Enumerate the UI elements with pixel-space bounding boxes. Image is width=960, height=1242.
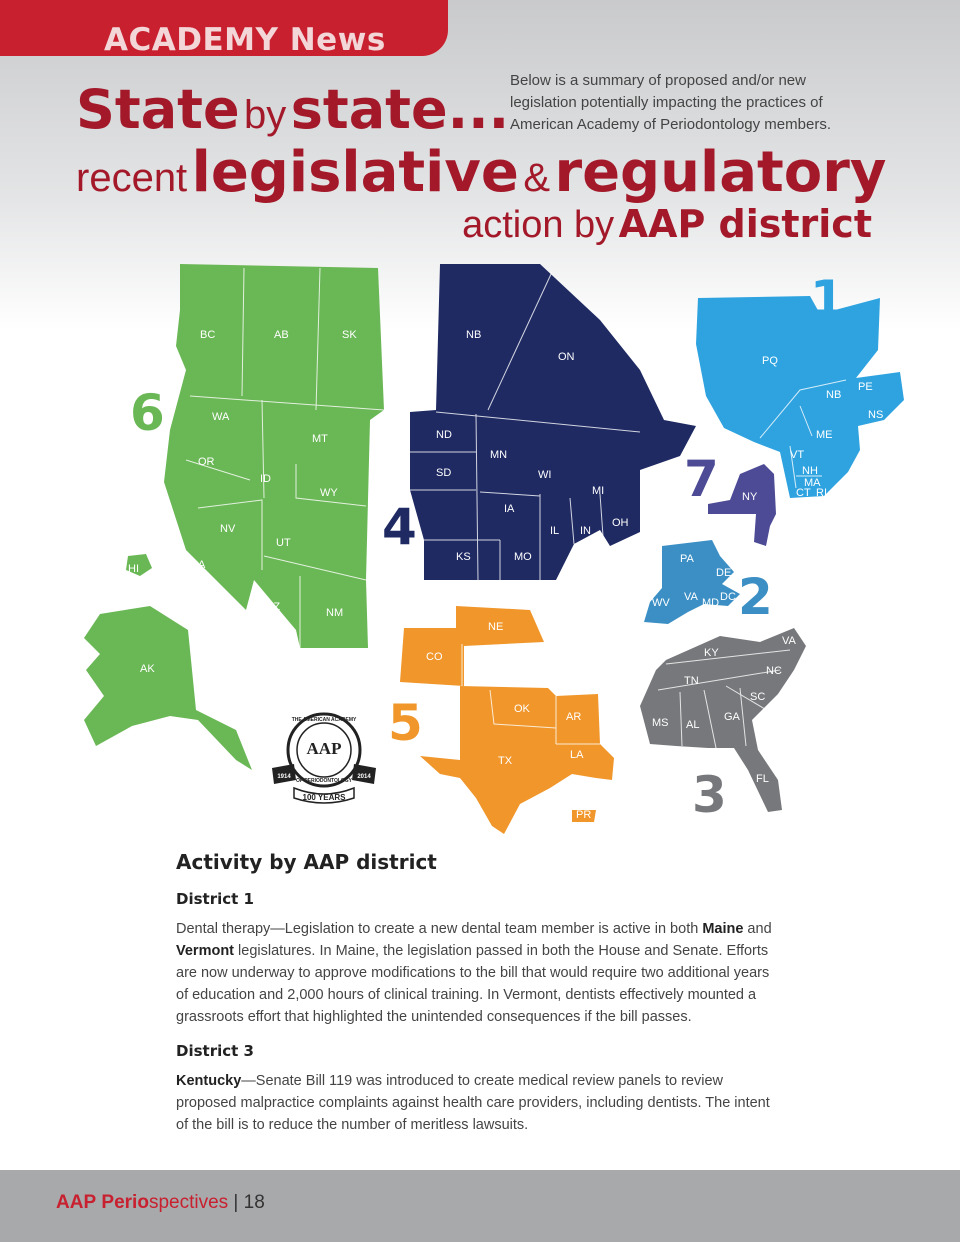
district-6-number: 6 xyxy=(130,384,165,442)
d3-bold-kentucky: Kentucky xyxy=(176,1073,242,1089)
seal-monogram: AAP xyxy=(306,739,342,758)
label-ks: KS xyxy=(456,551,471,563)
title-action-by: action by xyxy=(462,204,615,246)
label-ga: GA xyxy=(724,711,740,723)
page-footer xyxy=(0,1170,960,1242)
district-4-number: 4 xyxy=(382,498,417,556)
title-aap-district: AAP district xyxy=(618,202,872,246)
d3-text-1: —Senate Bill 119 was introduced to create medical review panels to review proposed malpractice complaints against health care providers, including dentists. The intent of the bill is to reduce the number of meritless lawsuits. xyxy=(176,1073,770,1133)
label-md: MD xyxy=(702,597,720,609)
article-content xyxy=(176,850,776,1150)
district-3-region xyxy=(640,628,806,824)
district-3-number: 3 xyxy=(692,766,727,824)
label-ak: AK xyxy=(140,663,155,675)
label-ny: NY xyxy=(742,491,758,503)
label-nb-canada: NB xyxy=(466,329,482,341)
label-il: IL xyxy=(550,525,560,537)
district-5-number: 5 xyxy=(388,694,423,752)
label-la: LA xyxy=(570,749,584,761)
title-legislative: legislative xyxy=(191,140,519,205)
footer-masthead xyxy=(56,1192,265,1214)
label-tx: TX xyxy=(498,755,513,767)
section-tab xyxy=(0,0,448,56)
district-5-shape xyxy=(400,606,614,834)
label-wv: WV xyxy=(652,597,670,609)
district-3-paragraph xyxy=(176,1070,776,1136)
label-pr: PR xyxy=(576,809,592,821)
district-map xyxy=(0,250,960,850)
label-ab: AB xyxy=(274,329,289,341)
label-ns: NS xyxy=(868,409,884,421)
district-2-region xyxy=(644,540,773,626)
label-on: ON xyxy=(558,351,575,363)
d1-text-2: and xyxy=(743,921,772,937)
seal-banner: 100 YEARS xyxy=(302,793,346,802)
label-pa: PA xyxy=(680,553,694,565)
title-line-2 xyxy=(76,140,886,205)
label-ri: RI xyxy=(816,487,827,499)
label-dc: DC xyxy=(720,591,736,603)
activity-heading: Activity by AAP district xyxy=(176,850,437,874)
label-ca: CA xyxy=(190,559,206,571)
label-nm: NM xyxy=(326,607,344,619)
label-ky: KY xyxy=(704,647,719,659)
district-7-region xyxy=(684,450,783,546)
district-1-region xyxy=(696,270,904,499)
label-mo: MO xyxy=(514,551,532,563)
footer-perio: Perio xyxy=(101,1192,149,1213)
district-7-number: 7 xyxy=(684,450,719,508)
label-nb: NB xyxy=(826,389,842,401)
label-id: ID xyxy=(260,473,271,485)
summary-text: Below is a summary of proposed and/or new legislation potentially impacting the practices of American Academy of Periodontology members. xyxy=(510,72,831,133)
title-line-3 xyxy=(462,202,872,247)
label-co: CO xyxy=(426,651,443,663)
label-mt: MT xyxy=(312,433,328,445)
title-state-1: State xyxy=(76,78,240,141)
district-2-number: 2 xyxy=(738,568,773,626)
page-number: | 18 xyxy=(228,1192,265,1213)
district-1-shape xyxy=(696,296,904,498)
label-nc: NC xyxy=(766,665,782,677)
title-line-1 xyxy=(76,78,509,141)
label-nd: ND xyxy=(436,429,452,441)
title-regulatory: regulatory xyxy=(554,140,887,205)
district-6-alaska xyxy=(84,606,252,770)
label-nh: NH xyxy=(802,465,818,477)
district-1-paragraph xyxy=(176,918,776,1028)
section-tab-label: ACADEMY News xyxy=(104,22,386,56)
label-ut: UT xyxy=(276,537,291,549)
seal-arc-text: THE AMERICAN ACADEMY xyxy=(291,717,357,723)
district-5-region xyxy=(388,606,614,834)
label-me: ME xyxy=(816,429,833,441)
label-va-d2: VA xyxy=(684,591,698,603)
district-3-heading: District 3 xyxy=(176,1042,254,1060)
label-or: OR xyxy=(198,456,215,468)
label-wa: WA xyxy=(212,411,230,423)
label-sc: SC xyxy=(750,691,766,703)
title-recent: recent xyxy=(76,156,188,200)
title-by: by xyxy=(244,93,287,137)
label-ne: NE xyxy=(488,621,504,633)
title-state-2: state... xyxy=(290,78,510,141)
label-ok: OK xyxy=(514,703,530,715)
label-mi: MI xyxy=(592,485,605,497)
label-oh: OH xyxy=(612,517,629,529)
label-ms: MS xyxy=(652,717,669,729)
d1-bold-maine: Maine xyxy=(702,921,744,937)
district-6-region xyxy=(84,264,384,770)
label-va-d3: VA xyxy=(782,635,796,647)
seal-year-left: 1914 xyxy=(277,774,291,780)
d1-bold-vermont: Vermont xyxy=(176,943,235,959)
label-sd: SD xyxy=(436,467,452,479)
label-in: IN xyxy=(580,525,591,537)
label-vt: VT xyxy=(790,449,805,461)
label-wi: WI xyxy=(538,469,552,481)
label-hi: HI xyxy=(128,563,139,575)
label-fl: FL xyxy=(756,773,769,785)
label-nj: NJ xyxy=(770,523,784,535)
seal-year-right: 2014 xyxy=(357,774,371,780)
aap-centennial-seal xyxy=(272,714,376,803)
label-pe: PE xyxy=(858,381,873,393)
d1-text-3: legislatures. In Maine, the legislation passed in both the House and Senate. Efforts are now underway to approve modifications to the bill that would require two additional years of education and 2,000 hours of clinical training. In Vermont, dentists effectively mounted a grassroots effort that highlighted the unintended consequences if the bill passes. xyxy=(176,943,770,1025)
footer-aap: AAP xyxy=(56,1192,97,1213)
label-bc: BC xyxy=(200,329,216,341)
title-amp: & xyxy=(523,156,550,200)
label-tn: TN xyxy=(684,675,699,687)
district-1-heading: District 1 xyxy=(176,890,254,908)
label-de: DE xyxy=(716,567,732,579)
district-map-svg xyxy=(0,250,960,850)
label-ia: IA xyxy=(504,503,515,515)
label-mn: MN xyxy=(490,449,508,461)
label-ct: CT xyxy=(796,487,811,499)
label-wy: WY xyxy=(320,487,338,499)
label-pq: PQ xyxy=(762,355,778,367)
label-ma: MA xyxy=(804,477,821,489)
label-ar: AR xyxy=(566,711,582,723)
district-6-shape xyxy=(164,264,384,648)
label-az: AZ xyxy=(266,601,281,613)
label-sk: SK xyxy=(342,329,357,341)
label-nv: NV xyxy=(220,523,236,535)
footer-spectives: spectives xyxy=(148,1192,229,1213)
seal-bottom-arc: OF PERIODONTOLOGY xyxy=(295,778,353,784)
d1-text-1: Dental therapy—Legislation to create a new dental team member is active in both xyxy=(176,921,703,937)
district-4-region xyxy=(382,264,696,580)
district-1-number: 1 xyxy=(810,270,845,328)
label-al: AL xyxy=(686,719,700,731)
